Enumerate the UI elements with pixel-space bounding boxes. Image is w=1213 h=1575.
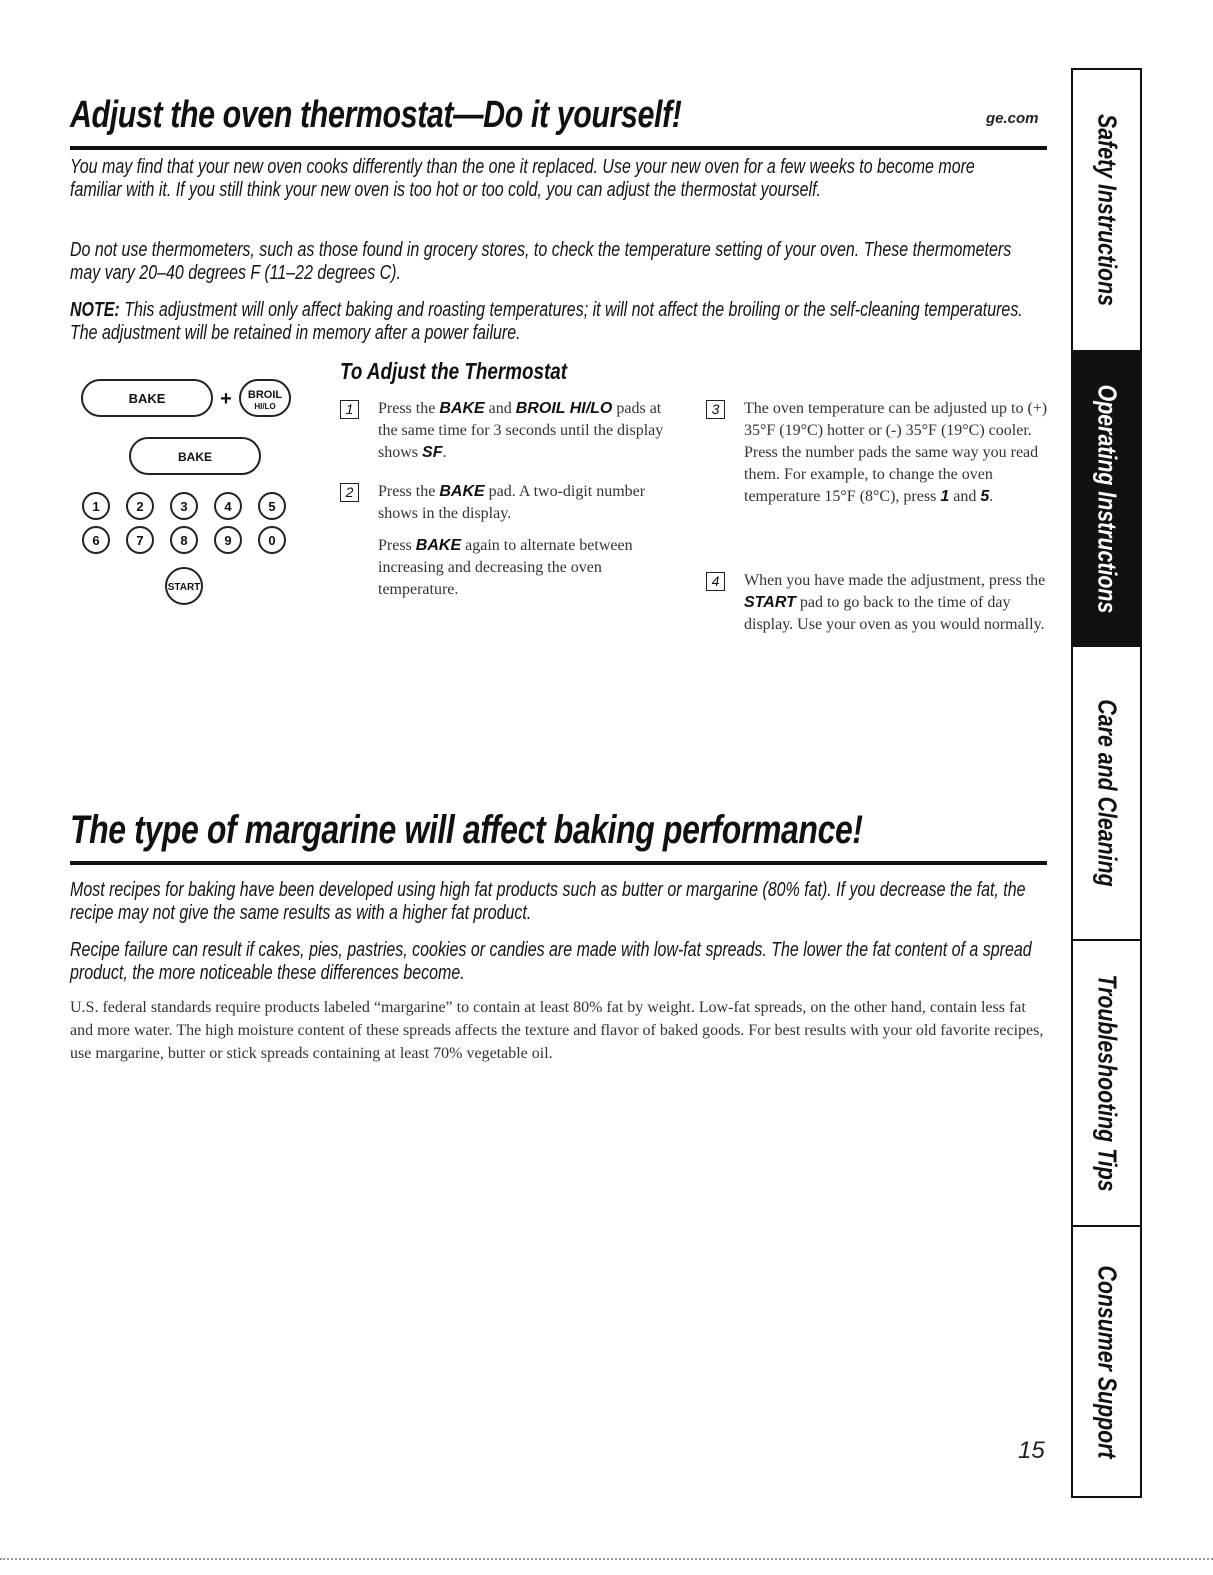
- step-number-2: 2: [340, 483, 359, 502]
- digit-3: 3: [180, 499, 188, 514]
- digit-5: 5: [268, 499, 276, 514]
- page-title: Adjust the oven thermostat—Do it yourself!: [70, 94, 682, 136]
- step-2-text: Press the BAKE pad. A two-digit number shows in the display. Press BAKE again to alternate between increasing and decreasing the oven temperature.: [378, 483, 646, 598]
- digit-9: 9: [224, 533, 232, 548]
- digit-2: 2: [136, 499, 144, 514]
- step-number-1: 1: [340, 400, 359, 419]
- plus-sign: +: [220, 388, 232, 410]
- broil-sub-label: HI/LO: [254, 402, 276, 411]
- digit-4: 4: [224, 499, 232, 514]
- section-sidebar: [1071, 68, 1142, 1498]
- margarine-rule: [70, 861, 1047, 865]
- intro-paragraph-1: You may find that your new oven cooks differently than the one it replaced. Use your new oven for a few weeks to become more familiar with it. If you still think your new oven is too hot or too cold, you can adjust the thermostat yourself.: [70, 155, 975, 201]
- digit-1: 1: [92, 499, 100, 514]
- digit-6: 6: [92, 533, 100, 548]
- step-4-text: When you have made the adjustment, press the START pad to go back to the time of day display. Use your oven as you would normally.: [744, 572, 1046, 633]
- step-number-3: 3: [706, 400, 725, 419]
- broil-label: BROIL: [247, 389, 283, 401]
- note-paragraph: [70, 298, 1037, 344]
- tab-care-and-cleaning[interactable]: Care and Cleaning: [1073, 645, 1140, 939]
- intro-paragraph-2: Do not use thermometers, such as those found in grocery stores, to check the temperature setting of your oven. These thermometers may vary 20–40 degrees F (11–22 degrees C).: [70, 238, 1012, 284]
- tab-operating-instructions[interactable]: Operating Instructions: [1073, 350, 1140, 645]
- tab-safety-instructions[interactable]: Safety Instructions: [1092, 114, 1122, 306]
- start-label: START: [167, 582, 201, 593]
- note-label: NOTE:: [70, 298, 120, 321]
- digit-0: 0: [268, 533, 276, 548]
- procedure-heading: To Adjust the Thermostat: [340, 358, 568, 384]
- site-link[interactable]: ge.com: [986, 110, 1039, 127]
- digit-7: 7: [136, 533, 144, 548]
- tab-troubleshooting-tips[interactable]: Troubleshooting Tips: [1073, 939, 1140, 1225]
- margarine-paragraph-2: Recipe failure can result if cakes, pies, pastries, cookies or candies are made with low-fat spreads. The lower the fat content of a spread product, the more noticeable these differences become.: [70, 938, 1032, 984]
- bake-label: BAKE: [128, 391, 166, 406]
- bake-label-2: BAKE: [177, 450, 213, 464]
- step-number-4: 4: [706, 572, 725, 591]
- margarine-paragraph-3: U.S. federal standards require products labeled “margarine” to contain at least 80% fat by weight. Low-fat spreads, on the other hand, contain less fat and more water. The high moisture content of these spreads affects the texture and flavor of baked goods. For best results with your old favorite recipes, use margarine, butter or stick spreads containing at least 70% vegetable oil.: [70, 999, 1044, 1062]
- step-3-text: The oven temperature can be adjusted up to (+) 35°F (19°C) hotter or (-) 35°F (19°C) cooler. Press the number pads the same way you read them. For example, to change the oven temperature 15°F (8°C), press 1 and 5.: [744, 400, 1048, 505]
- bottom-border: [0, 1558, 1213, 1560]
- title-rule: [70, 146, 1047, 150]
- control-panel-diagram: [78, 368, 313, 628]
- step-1-text: Press the BAKE and BROIL HI/LO pads at the same time for 3 seconds until the display shows SF.: [378, 400, 664, 461]
- note-text: This adjustment will only affect baking and roasting temperatures; it will not affect the broiling or the self-cleaning temperatures. The adjustment will be retained in memory after a power failure.: [70, 298, 1023, 344]
- margarine-paragraph-1: Most recipes for baking have been developed using high fat products such as butter or margarine (80% fat). If you decrease the fat, the recipe may not give the same results as with a higher fat product.: [70, 878, 1026, 924]
- tab-consumer-support[interactable]: Consumer Support: [1073, 1225, 1140, 1496]
- digit-8: 8: [180, 533, 188, 548]
- page-number: 15: [1018, 1437, 1045, 1464]
- margarine-title: The type of margarine will affect baking performance!: [70, 808, 863, 852]
